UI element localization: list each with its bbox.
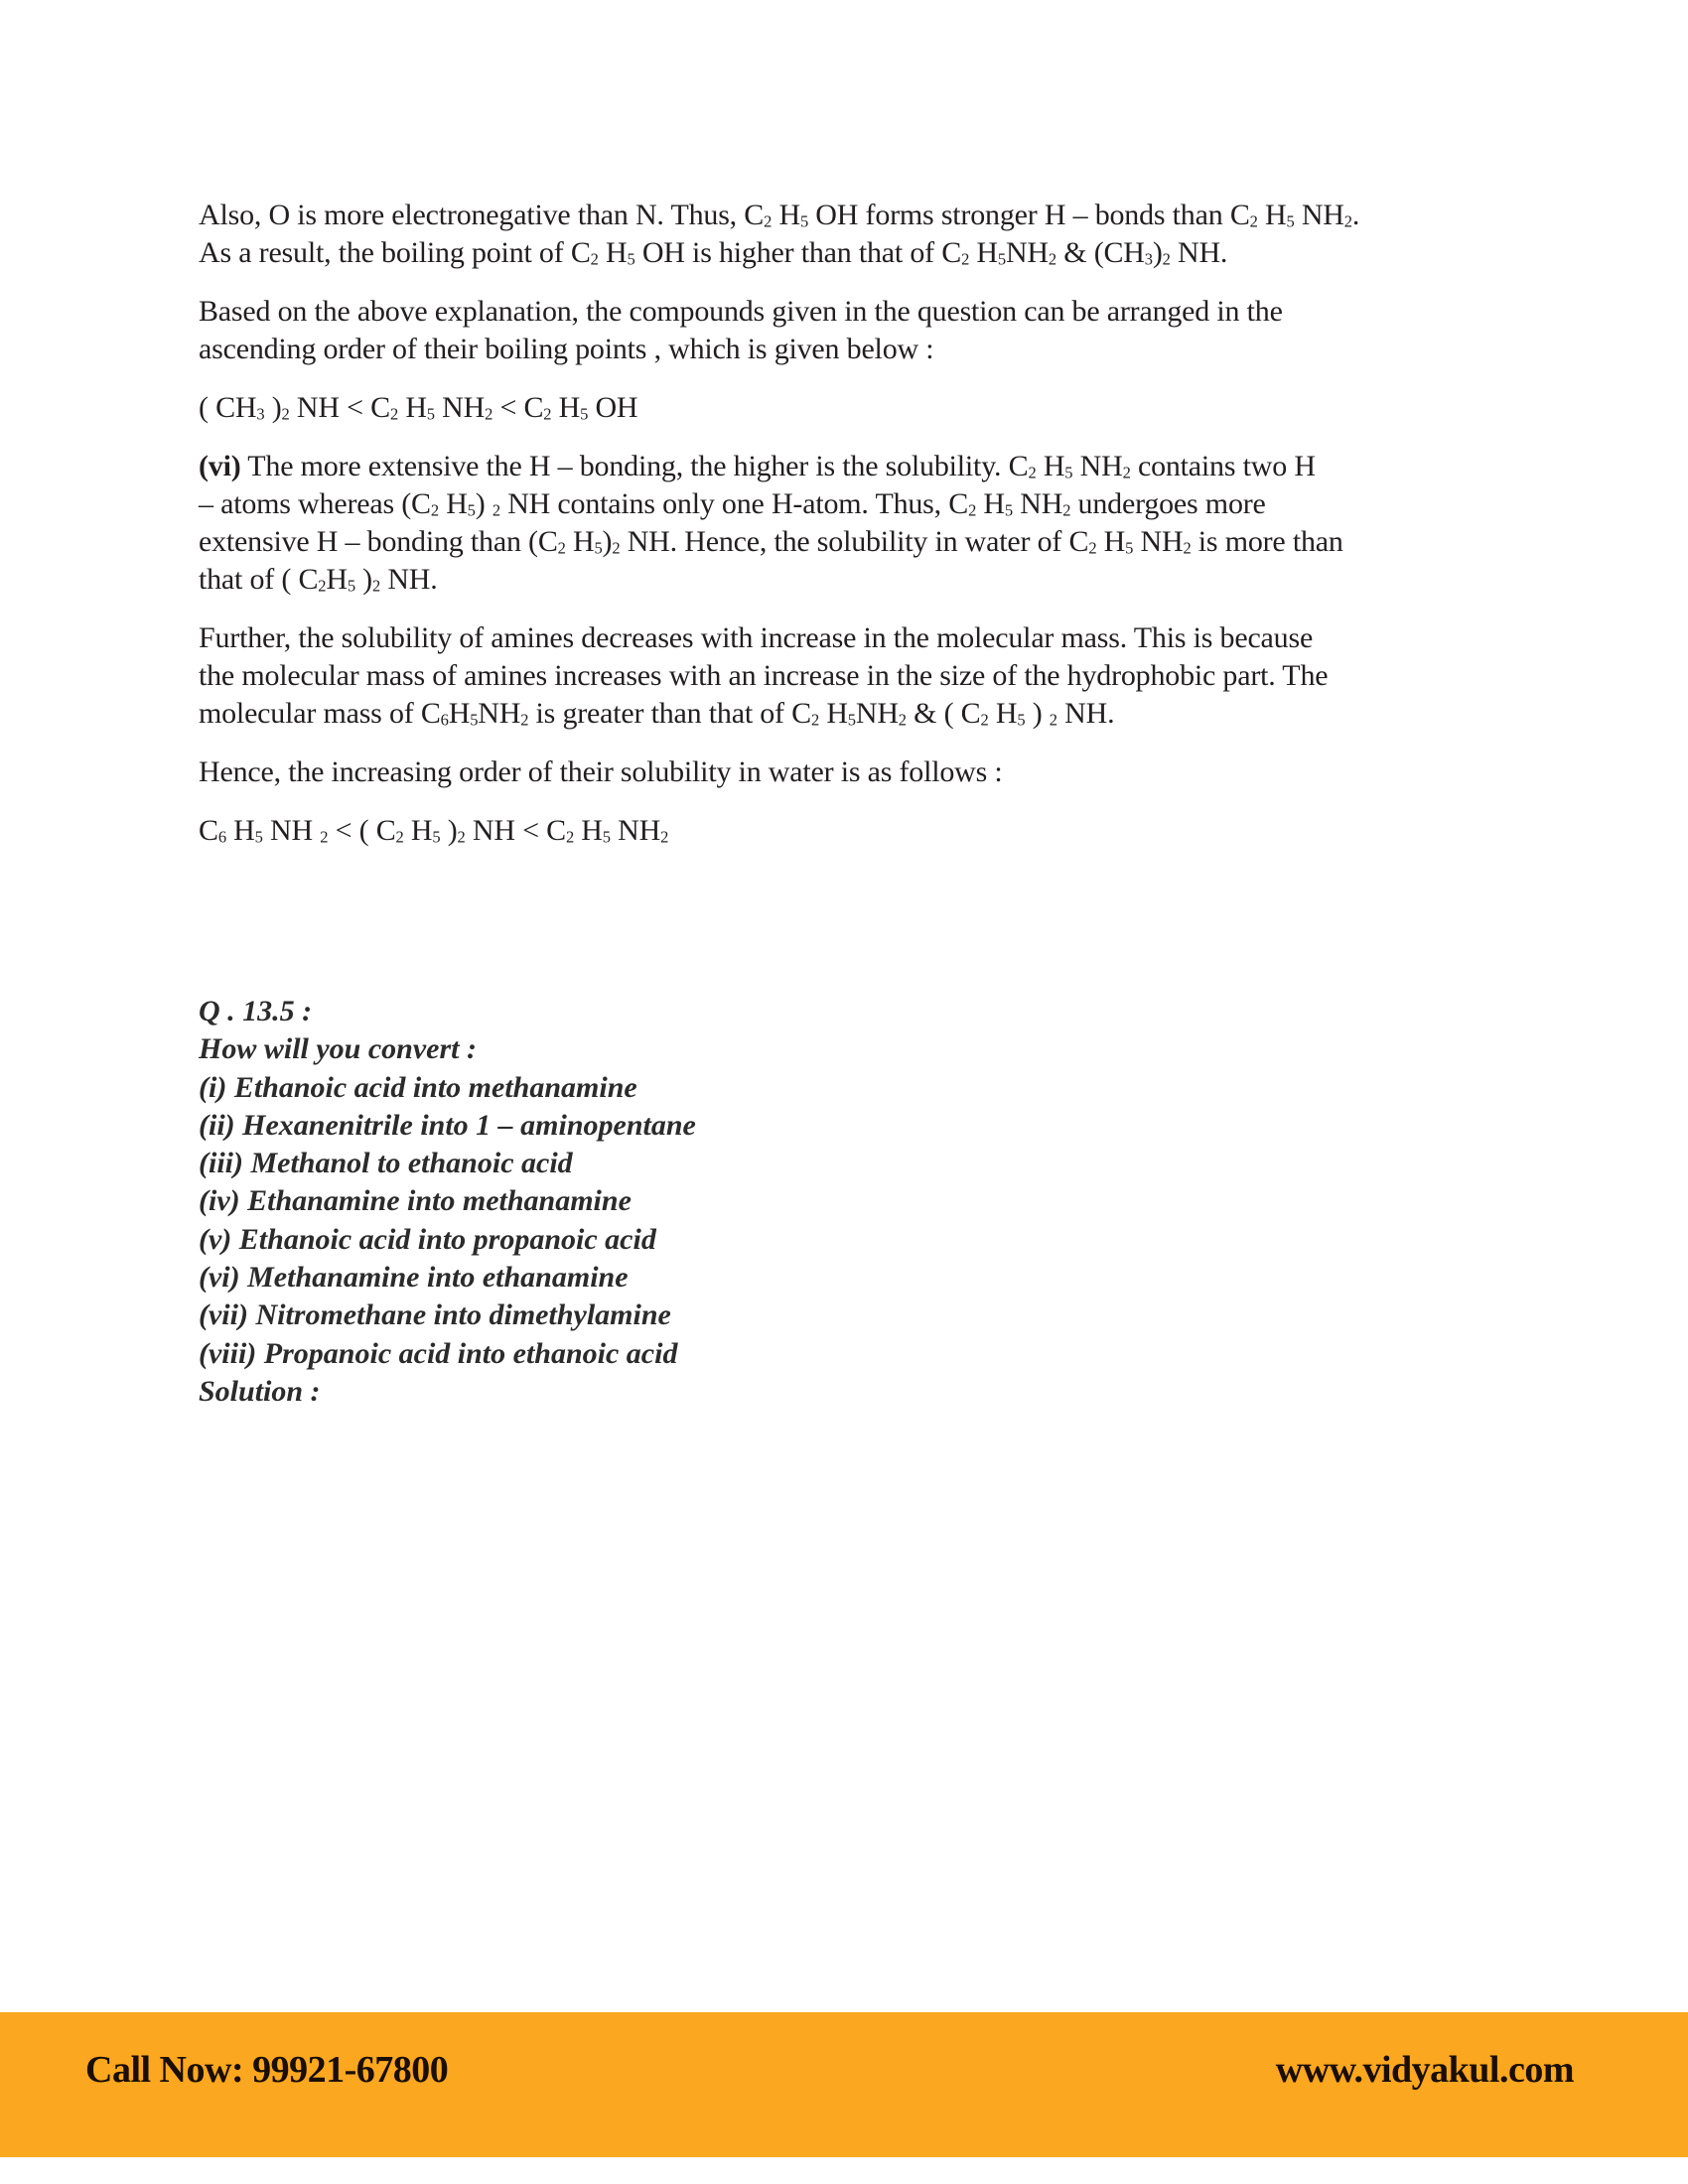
subscript: 2 (1122, 463, 1131, 482)
question-item: (v) Ethanoic acid into propanoic acid (199, 1222, 656, 1256)
formula-line (199, 812, 1519, 850)
text-span: NH. (1170, 236, 1228, 269)
text-span: NH (1072, 450, 1123, 482)
subscript: 5 (1286, 211, 1295, 231)
text-span: ) (440, 814, 458, 847)
question-item: (i) Ethanoic acid into methanamine (199, 1070, 637, 1104)
text-line: Hence, the increasing order of their solubility in water is as follows : (199, 755, 1003, 788)
paragraph-solubility-order-intro (199, 753, 1519, 791)
question-item: (iii) Methanol to ethanoic acid (199, 1147, 573, 1180)
text-span: H (988, 697, 1018, 730)
subscript: 5 (347, 576, 355, 596)
subscript: 2 (961, 249, 970, 269)
subscript: 5 (1125, 538, 1134, 558)
website-link[interactable]: www.vidyakul.com (1275, 2049, 1574, 2091)
question-block (199, 993, 1092, 1411)
subscript: 2 (810, 710, 820, 730)
text-span: ( CH (199, 391, 257, 424)
subscript: 2 (543, 404, 552, 424)
subscript: 5 (594, 538, 603, 558)
text-span: H (225, 814, 255, 847)
subscript: 2 (1343, 211, 1352, 231)
subscript: 5 (426, 404, 435, 424)
subscript: 2 (1062, 500, 1071, 520)
subscript: 2 (1088, 538, 1097, 558)
text-span: & ( C (906, 697, 981, 730)
subscript: 2 (457, 827, 466, 847)
text-span: ) (1025, 697, 1050, 730)
subscript: 2 (612, 538, 621, 558)
text-span: Also, O is more electronegative than N. Thus, C (199, 199, 765, 231)
question-item: (vi) Methanamine into ethanamine (199, 1261, 629, 1295)
question-item: (iv) Ethanamine into methanamine (199, 1184, 632, 1218)
subscript: 2 (320, 827, 329, 847)
subscript: 2 (318, 576, 327, 596)
subscript: 2 (389, 404, 399, 424)
text-span: is more than (1191, 525, 1343, 558)
subscript: 5 (467, 500, 476, 520)
subscript: 2 (1049, 710, 1057, 730)
text-line (199, 523, 1519, 561)
question-number: Q . 13.5 : (199, 995, 313, 1027)
subscript: 3 (1144, 249, 1153, 269)
text-span: H (565, 525, 595, 558)
text-span: OH (588, 391, 638, 424)
subscript: 2 (968, 500, 977, 520)
formula-line (199, 389, 1519, 427)
text-span: is greater than that of C (528, 697, 811, 730)
text-line: the molecular mass of amines increases with an increase in the size of the hydrophobic part. The (199, 659, 1329, 692)
text-span: that of ( C (199, 563, 319, 596)
subscript: 2 (430, 500, 439, 520)
text-span (241, 450, 1316, 482)
text-span: NH (1133, 525, 1184, 558)
text-span: extensive H – bonding than (C (199, 525, 558, 558)
subscript: 2 (1249, 211, 1258, 231)
text-span: < C (492, 391, 544, 424)
subscript: 6 (217, 827, 226, 847)
subscript: 2 (764, 211, 773, 231)
text-span: undergoes more (1070, 487, 1266, 520)
text-span: NH. (380, 563, 438, 596)
subscript: 2 (660, 827, 669, 847)
solution-label: Solution : (199, 1374, 321, 1408)
text-span: – atoms whereas (C (199, 487, 431, 520)
subscript: 2 (898, 710, 907, 730)
subscript: 5 (799, 211, 808, 231)
text-span: NH < C (289, 391, 390, 424)
text-span: NH (1012, 487, 1063, 520)
subscript: 2 (485, 404, 493, 424)
question-item: (viii) Propanoic acid into ethanoic acid (199, 1336, 678, 1370)
text-line: Based on the above explanation, the compounds given in the question can be arranged in the (199, 295, 1283, 328)
text-span: NH contains only one H-atom. Thus, C (499, 487, 969, 520)
text-line (199, 561, 1519, 599)
subscript: 2 (1162, 249, 1171, 269)
subscript: 2 (281, 404, 290, 424)
subscript: 5 (580, 404, 589, 424)
text-span: NH (478, 697, 521, 730)
text-span: NH. (1056, 697, 1115, 730)
text-span: H (969, 236, 998, 269)
text-span: NH (434, 391, 486, 424)
call-now-phone[interactable]: Call Now: 99921-67800 (85, 2049, 449, 2091)
text-line (199, 695, 1519, 733)
subscript: 5 (254, 827, 263, 847)
subscript: 3 (256, 404, 265, 424)
question-item: (ii) Hexanenitrile into 1 – aminopentane (199, 1108, 696, 1142)
text-line: Further, the solubility of amines decreases with increase in the molecular mass. This is because (199, 621, 1314, 654)
subscript: 2 (1048, 249, 1056, 269)
text-span: NH (855, 697, 899, 730)
text-span: H (551, 391, 581, 424)
paragraph-vi-solubility (199, 448, 1519, 599)
text-line: ascending order of their boiling points , which is given below : (199, 333, 934, 365)
text-span: NH (610, 814, 661, 847)
paragraph-molecular-mass (199, 619, 1519, 733)
subscript: 2 (492, 500, 500, 520)
question-prompt: How will you convert : (199, 1032, 477, 1066)
subscript: 5 (627, 249, 635, 269)
text-span: H (448, 697, 471, 730)
text-span: contains two H (1130, 450, 1316, 482)
text-span: NH (1294, 199, 1344, 231)
subscript: 6 (440, 710, 449, 730)
subscript: 5 (470, 710, 479, 730)
text-line (199, 448, 1519, 485)
subscript: 2 (565, 827, 574, 847)
subscript: 5 (602, 827, 611, 847)
text-span: ) (1152, 236, 1163, 269)
text-span: NH < C (465, 814, 566, 847)
text-span: H (819, 697, 848, 730)
text-span: C (199, 814, 218, 847)
text-span: ) (475, 487, 492, 520)
subscript: 5 (432, 827, 441, 847)
text-span: & (CH (1055, 236, 1145, 269)
subscript: 5 (1004, 500, 1013, 520)
question-item: (vii) Nitromethane into dimethylamine (199, 1298, 671, 1332)
text-span: H (598, 236, 628, 269)
text-line (199, 234, 1519, 272)
subscript: 2 (1183, 538, 1192, 558)
text-span: H (976, 487, 1005, 520)
subscript: 5 (1017, 710, 1026, 730)
text-span: H (1036, 450, 1065, 482)
text-span: ) (354, 563, 372, 596)
text-span: As a result, the boiling point of C (199, 236, 591, 269)
text-span: H (1096, 525, 1126, 558)
formula-solubility-order (199, 812, 1519, 850)
formula-boiling-order (199, 389, 1519, 427)
text-span: H (398, 391, 427, 424)
text-span: H (772, 199, 800, 231)
text-span: H (1257, 199, 1287, 231)
text-span: OH forms stronger H – bonds than C (808, 199, 1250, 231)
subscript: 2 (520, 710, 529, 730)
text-span: H (438, 487, 468, 520)
paragraph-hbond-strength (199, 197, 1519, 272)
subscript: 2 (371, 576, 381, 596)
text-span: . (1351, 199, 1360, 231)
text-span: H (574, 814, 603, 847)
text-span: NH (1005, 236, 1049, 269)
item-label: (vi) (199, 450, 241, 482)
text-span: NH. Hence, the solubility in water of C (620, 525, 1089, 558)
text-line (199, 485, 1519, 523)
text-span: NH (262, 814, 321, 847)
text-span: ) (602, 525, 613, 558)
solution-text (199, 197, 1519, 871)
subscript: 2 (980, 710, 989, 730)
text-span: The more extensive the H – bonding, the higher is the solubility. C (240, 450, 1029, 482)
text-span: molecular mass of C (199, 697, 441, 730)
text-span: H (326, 563, 348, 596)
subscript: 5 (1064, 463, 1073, 482)
text-span: OH is higher than that of C (634, 236, 962, 269)
subscript: 2 (1028, 463, 1037, 482)
subscript: 5 (997, 249, 1006, 269)
text-span: ) (264, 391, 282, 424)
subscript: 2 (590, 249, 599, 269)
subscript: 2 (395, 827, 404, 847)
text-span: < ( C (328, 814, 396, 847)
footer-banner (0, 2012, 1688, 2157)
text-line (199, 197, 1519, 234)
subscript: 2 (557, 538, 566, 558)
paragraph-boiling-order-intro (199, 293, 1519, 368)
subscript: 5 (847, 710, 856, 730)
text-span: H (403, 814, 433, 847)
